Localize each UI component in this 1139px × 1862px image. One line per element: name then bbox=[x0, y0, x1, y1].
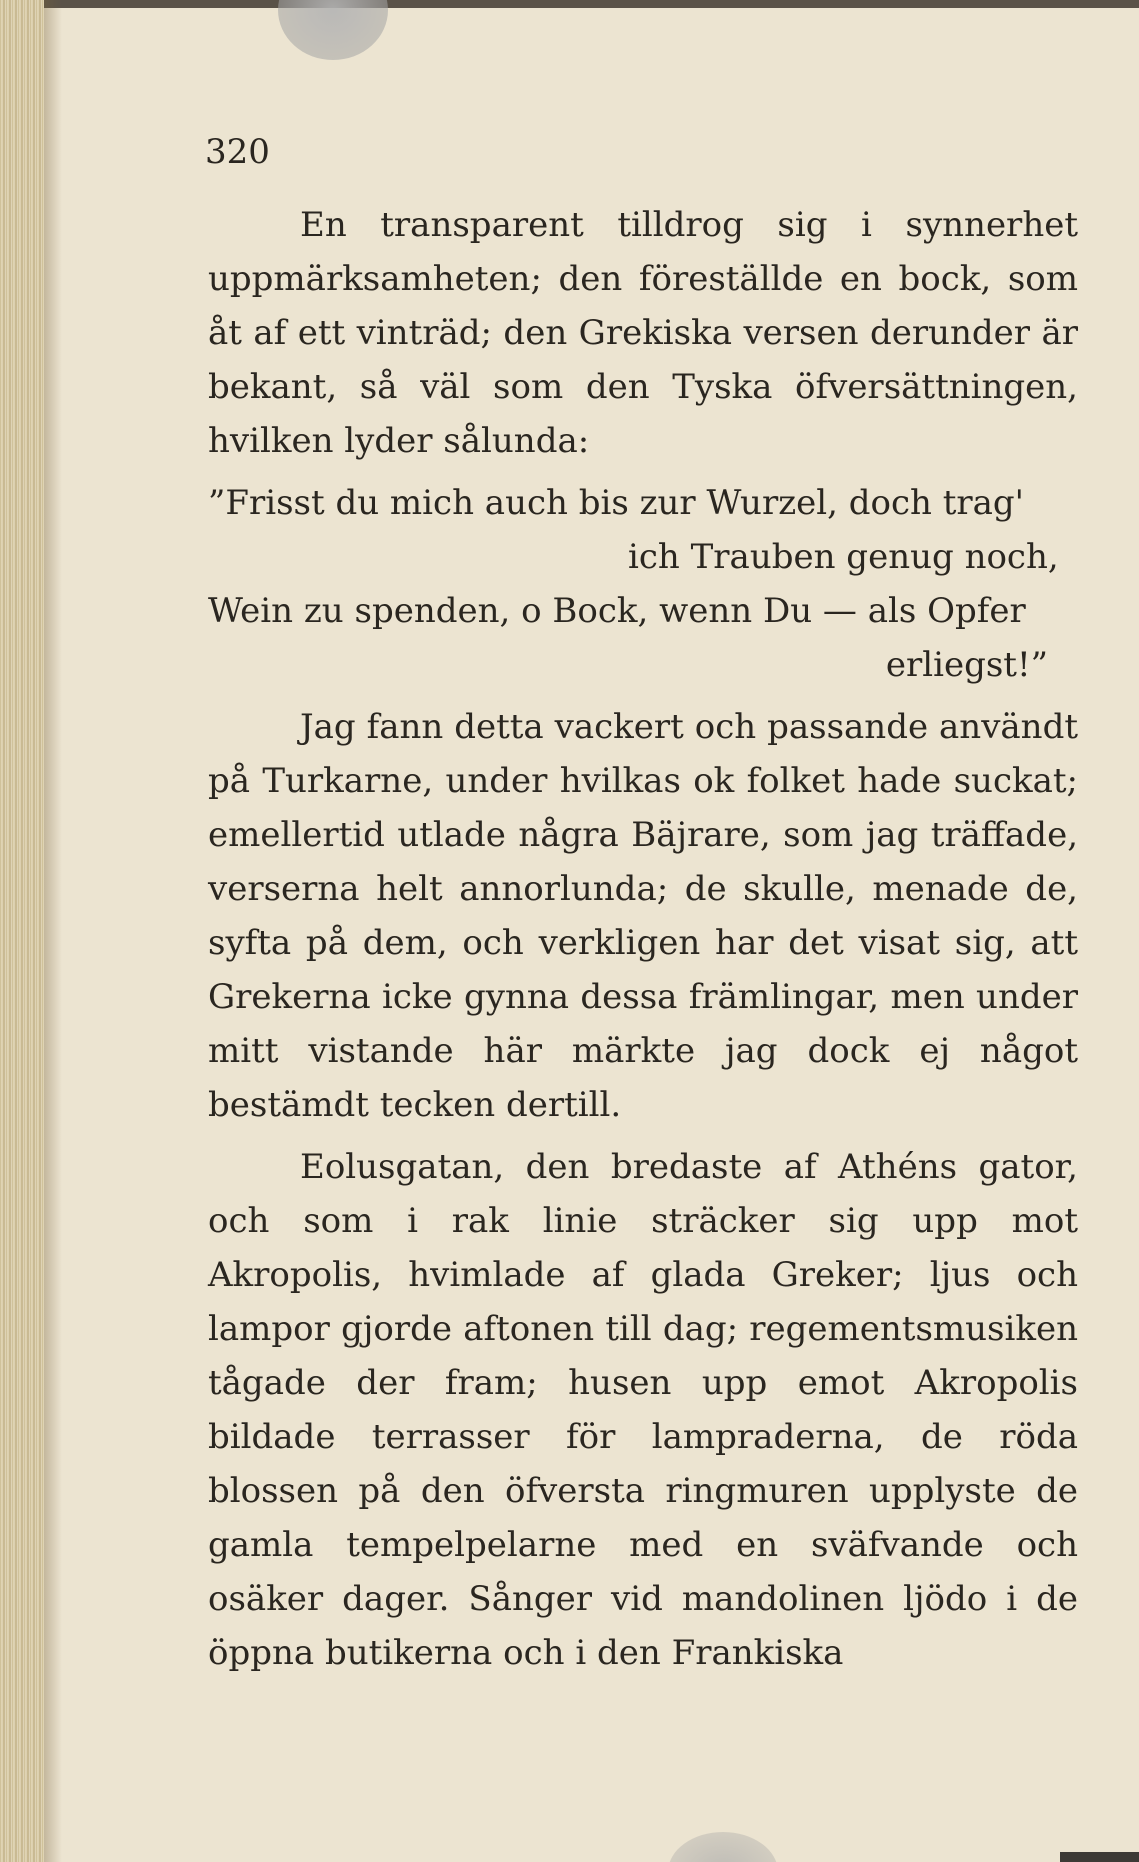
verse-line-3: Wein zu spenden, o Bock, wenn Du — als Opfer bbox=[208, 591, 1026, 631]
scanner-clip-top bbox=[278, 0, 388, 60]
body-text bbox=[208, 198, 1078, 1680]
verse-line-2: ich Trauben genug noch, bbox=[628, 537, 1059, 577]
paragraph-3: Eolusgatan, den bredaste af Athéns gator, och som i rak linie sträcker sig upp mot Akropolis, hvimlade af glada Greker; ljus och lampor gjorde aftonen till dag; regementsmusiken tågade der fram; husen upp emot Akropolis bildade terrasser för lampraderna, de röda blossen på den öfversta ringmuren upplyste de gamla tempelpelarne med en sväfvande och osäker dager. Sånger vid mandolinen ljödo i de öppna butikerna och i den Frankiska bbox=[208, 1147, 1078, 1673]
spine-shadow bbox=[44, 0, 62, 1862]
verse-line-1: ”Frisst du mich auch bis zur Wurzel, doch trag' bbox=[208, 483, 1024, 523]
paragraph-1: En transparent tilldrog sig i synnerhet uppmärksamheten; den föreställde en bock, som åt af ett vinträd; den Grekiska versen derunder är bekant, så väl som den Tyska öfversättningen, hvilken lyder sålunda: bbox=[208, 205, 1078, 461]
page-top-edge bbox=[0, 0, 1139, 8]
book-spine bbox=[0, 0, 44, 1862]
verse-line-4: erliegst!” bbox=[885, 645, 1048, 685]
page-number: 320 bbox=[205, 132, 270, 172]
page-bottom-edge bbox=[1060, 1852, 1139, 1862]
verse-quote bbox=[208, 476, 1078, 692]
scanner-clip-bottom bbox=[668, 1832, 778, 1862]
paragraph-2: Jag fann detta vackert och passande användt på Turkarne, under hvilkas ok folket hade suckat; emellertid utlade några Bäjrare, som jag träffade, verserna helt annorlunda; de skulle, menade de, syfta på dem, och verkligen har det visat sig, att Grekerna icke gynna dessa främlingar, men under mitt vistande här märkte jag dock ej något bestämdt tecken dertill. bbox=[208, 707, 1078, 1125]
